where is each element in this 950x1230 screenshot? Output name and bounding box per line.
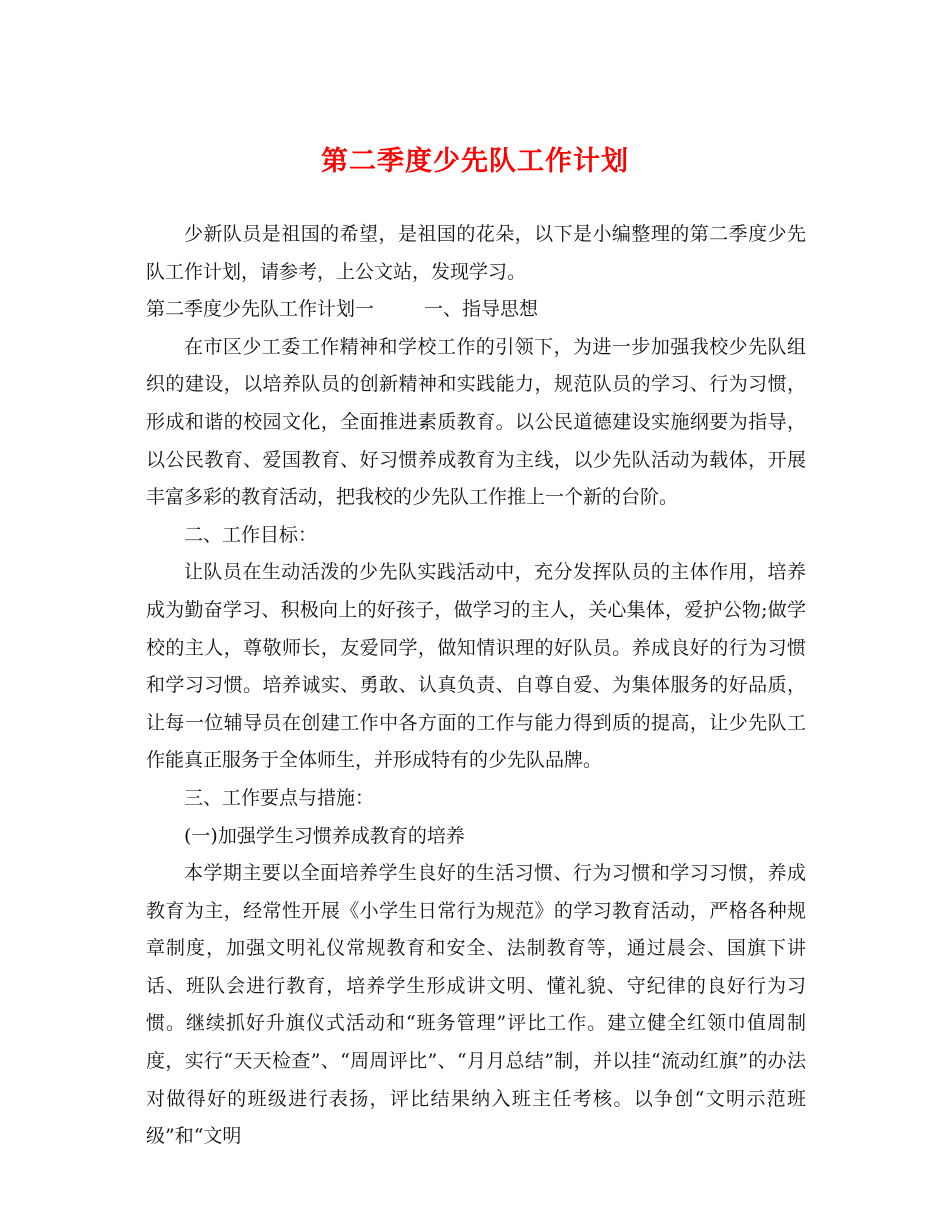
section2-paragraph: 让队员在生动活泼的少先队实践活动中，充分发挥队员的主体作用，培养成为勤奋学习、积极向上的好孩子，做学习的主人，关心集体，爱护公物;做学校的主人，尊敬师长，友爱同学，做知情识理的好队员。养成良好的行为习惯和学习习惯。培养诚实、勇敢、认真负责、自尊自爱、为集体服务的好品质，让每一位辅导员在创建工作中各方面的工作与能力得到质的提高，让少先队工作能真正服务于全体师生，并形成特有的少先队品牌。 bbox=[146, 561, 806, 772]
subsection1-heading: (一)加强学生习惯养成教育的培养 bbox=[184, 824, 465, 847]
subsection1-paragraph: 本学期主要以全面培养学生良好的生活习惯、行为习惯和学习习惯，养成教育为主，经常性开展《小学生日常行为规范》的学习教育活动，严格各种规章制度，加强文明礼仪常规教育和安全、法制教育等，通过晨会、国旗下讲话、班队会进行教育，培养学生形成讲文明、懂礼貌、守纪律的良好行为习惯。继续抓好升旗仪式活动和“班务管理”评比工作。建立健全红领巾值周制度，实行“天天检查”、“周周评比”、“月月总结”制，并以挂“流动红旗”的办法对做得好的班级进行表扬，评比结果纳入班主任考核。以争创“文明示范班级”和“文明 bbox=[146, 862, 806, 1148]
plan-heading: 第二季度少先队工作计划一 bbox=[146, 298, 375, 321]
document-title: 第二季度少先队工作计划 bbox=[321, 146, 629, 177]
section2-heading: 二、工作目标： bbox=[184, 523, 318, 546]
section3-heading: 三、工作要点与措施： bbox=[184, 786, 375, 809]
section1-paragraph: 在市区少工委工作精神和学校工作的引领下，为进一步加强我校少先队组织的建设，以培养队员的创新精神和实践能力，规范队员的学习、行为习惯，形成和谐的校园文化，全面推进素质教育。以公民道德建设实施纲要为指导，以公民教育、爱国教育、好习惯养成教育为主线，以少先队活动为载体，开展丰富多彩的教育活动，把我校的少先队工作推上一个新的台阶。 bbox=[146, 335, 806, 509]
intro-paragraph: 少新队员是祖国的希望，是祖国的花朵，以下是小编整理的第二季度少先队工作计划，请参考，上公文站，发现学习。 bbox=[146, 223, 806, 283]
document-body bbox=[146, 216, 806, 1156]
plan-heading-line bbox=[146, 291, 806, 329]
section1-heading: 一、指导思想 bbox=[424, 298, 539, 321]
